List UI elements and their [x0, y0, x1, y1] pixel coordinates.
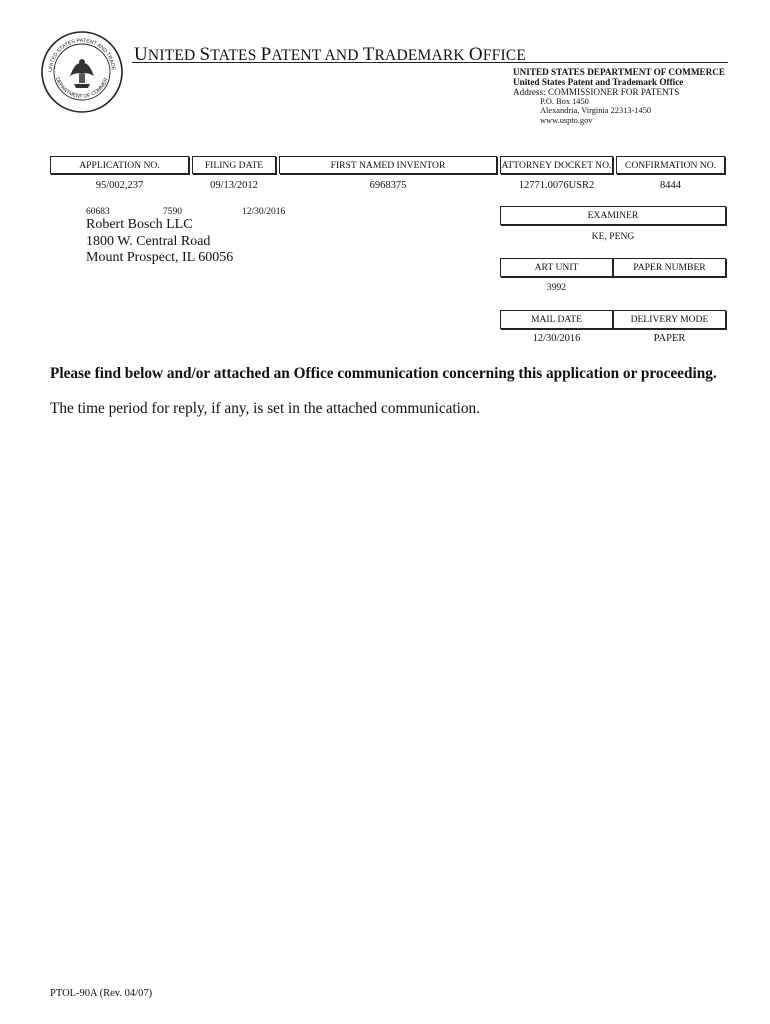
- header-application-no: APPLICATION NO.: [50, 156, 189, 174]
- mail-date-value: 12/30/2016: [532, 333, 581, 344]
- addressee-name: Robert Bosch LLC: [86, 217, 193, 232]
- delivery-mode-label: DELIVERY MODE: [613, 310, 726, 329]
- customer-number: 60683: [86, 207, 110, 217]
- po-box: P.O. Box 1450: [540, 97, 589, 106]
- office-city: Alexandria, Virginia 22313-1450: [540, 106, 652, 116]
- examiner-name: KE, PENG: [591, 231, 635, 242]
- first-named-inventor-value: 6968375: [369, 180, 407, 191]
- paper-number-label: PAPER NUMBER: [613, 258, 726, 277]
- title-rule: [132, 62, 728, 63]
- header-first-named-inventor: FIRST NAMED INVENTOR: [279, 156, 497, 174]
- office-address-block: [513, 67, 725, 125]
- address-label: Address: COMMISSIONER FOR PATENTS: [513, 87, 680, 97]
- office-name: United States Patent and Trademark Office: [513, 77, 684, 87]
- office-website: www.uspto.gov: [540, 115, 593, 125]
- office-title-text: UNITED STATES PATENT AND TRADEMARK OFFICE: [134, 44, 527, 65]
- delivery-mode-value: PAPER: [653, 333, 686, 344]
- application-header-row: [50, 156, 728, 176]
- office-communication-notice: Please find below and/or attached an Office communication concerning this application or proceeding.: [50, 365, 717, 382]
- addressee-block: [86, 217, 233, 267]
- uspto-seal-icon: [40, 30, 124, 114]
- correspondence-date: 12/30/2016: [242, 207, 286, 217]
- confirmation-no-value: 8444: [660, 180, 681, 191]
- mail-date-label: MAIL DATE: [500, 310, 613, 329]
- header-confirmation-no: CONFIRMATION NO.: [616, 156, 725, 174]
- correspondence-code: 7590: [163, 207, 182, 217]
- filing-date-value: 09/13/2012: [210, 180, 258, 191]
- form-id: PTOL-90A (Rev. 04/07): [50, 988, 153, 999]
- seal-text-bottom: DEPARTMENT OF COMMER: [54, 76, 110, 100]
- examiner-label: EXAMINER: [500, 206, 726, 225]
- attorney-docket-value: 12771.0076USR2: [518, 180, 595, 191]
- art-unit-label: ART UNIT: [500, 258, 613, 277]
- application-no-value: 95/002,237: [95, 180, 144, 191]
- department-name: UNITED STATES DEPARTMENT OF COMMERCE: [513, 67, 726, 77]
- addressee-city: Mount Prospect, IL 60056: [86, 250, 234, 265]
- reply-time-period-text: The time period for reply, if any, is set in the attached communication.: [50, 400, 481, 417]
- seal-text-top: UNITED STATES PATENT AND TRADE: [47, 37, 116, 73]
- header-filing-date: FILING DATE: [192, 156, 276, 174]
- addressee-street: 1800 W. Central Road: [86, 233, 211, 249]
- art-unit-value: 3992: [546, 282, 567, 293]
- header-attorney-docket-no: ATTORNEY DOCKET NO.: [500, 156, 613, 174]
